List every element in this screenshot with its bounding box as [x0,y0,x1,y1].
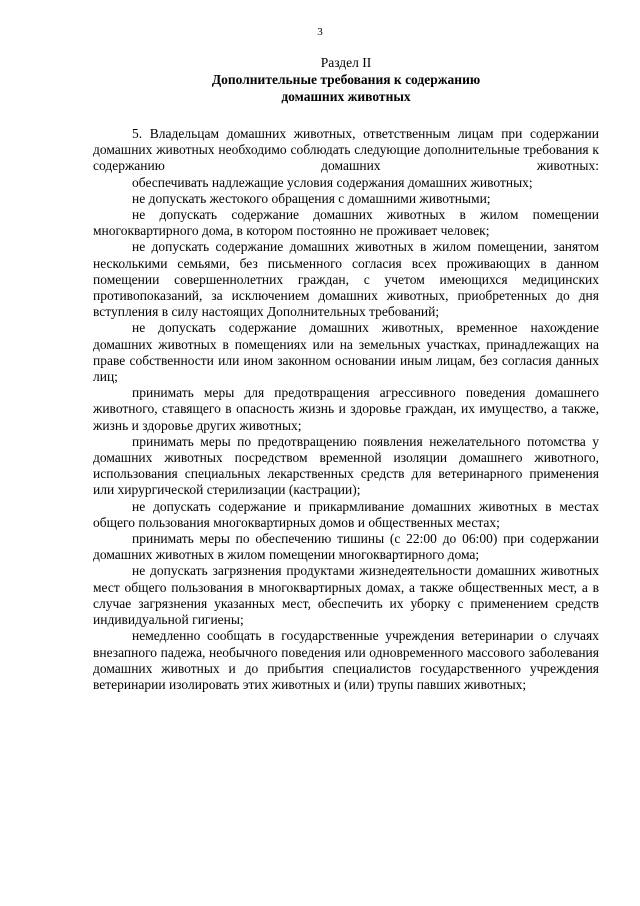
section-heading [90,54,602,105]
paragraph-requirement: не допускать содержание домашних животных в жилом помещении многоквартирного дома, в котором постоянно не проживает человек; [93,207,599,239]
paragraph-requirement: принимать меры для предотвращения агрессивного поведения домашнего животного, ставящего в опасность жизнь и здоровье граждан, их имущество, а также, жизнь и здоровье других животных; [93,385,599,433]
paragraph-requirement: принимать меры по обеспечению тишины (с 22:00 до 06:00) при содержании домашних животных в жилом помещении многоквартирного дома; [93,531,599,563]
paragraph-requirement: не допускать содержание и прикармливание домашних животных в местах общего пользования многоквартирных домов и общественных местах; [93,498,599,530]
paragraph-requirement: не допускать содержание домашних животных, временное нахождение домашних животных в помещениях или на земельных участках, принадлежащих на праве собственности или ином законном основании иным лицам, без согласия данных лиц; [93,320,599,385]
page-number: 3 [317,26,323,38]
paragraph-requirement: принимать меры по предотвращению появления нежелательного потомства у домашних животных посредством временной изоляции домашнего животного, использования специальных лекарственных средств для ветеринарного применения или хирургической стерилизации (кастрации); [93,433,599,498]
document-body [93,126,599,693]
paragraph-requirement: не допускать жестокого обращения с домашними животными; [132,190,491,206]
section-label: Раздел II [320,55,372,70]
paragraph-requirement: не допускать загрязнения продуктами жизнедеятельности домашних животных мест общего пользования в многоквартирных домах, а также общественных мест, а в случае загрязнения указанных мест, обеспечить их уборку с применением средств индивидуальной гигиены; [93,563,599,628]
section-title-line-1: Дополнительные требования к содержанию [211,72,481,87]
paragraph-item-5: 5. Владельцам домашних животных, ответственным лицам при содержании домашних животных необходимо соблюдать следующие дополнительные требования к содержанию домашних животных: [93,126,599,174]
paragraph-requirement: немедленно сообщать в государственные учреждения ветеринарии о случаях внезапного падежа, необычного поведения или одновременного массового заболевания домашних животных и до прибытия специалистов государственного учреждения ветеринарии изолировать этих животных и (или) трупы павших животных; [93,628,599,692]
paragraph-requirement: обеспечивать надлежащие условия содержания домашних животных; [132,174,533,190]
paragraph-requirement: не допускать содержание домашних животных в жилом помещении, занятом несколькими семьями, без письменного согласия всех проживающих в данном помещении совершеннолетних граждан, с учетом имеющихся медицинских противопоказаний, за исключением домашних животных, приобретенных до дня вступления в силу настоящих Дополнительных требований; [93,239,599,320]
section-title-line-2: домашних животных [281,89,411,104]
